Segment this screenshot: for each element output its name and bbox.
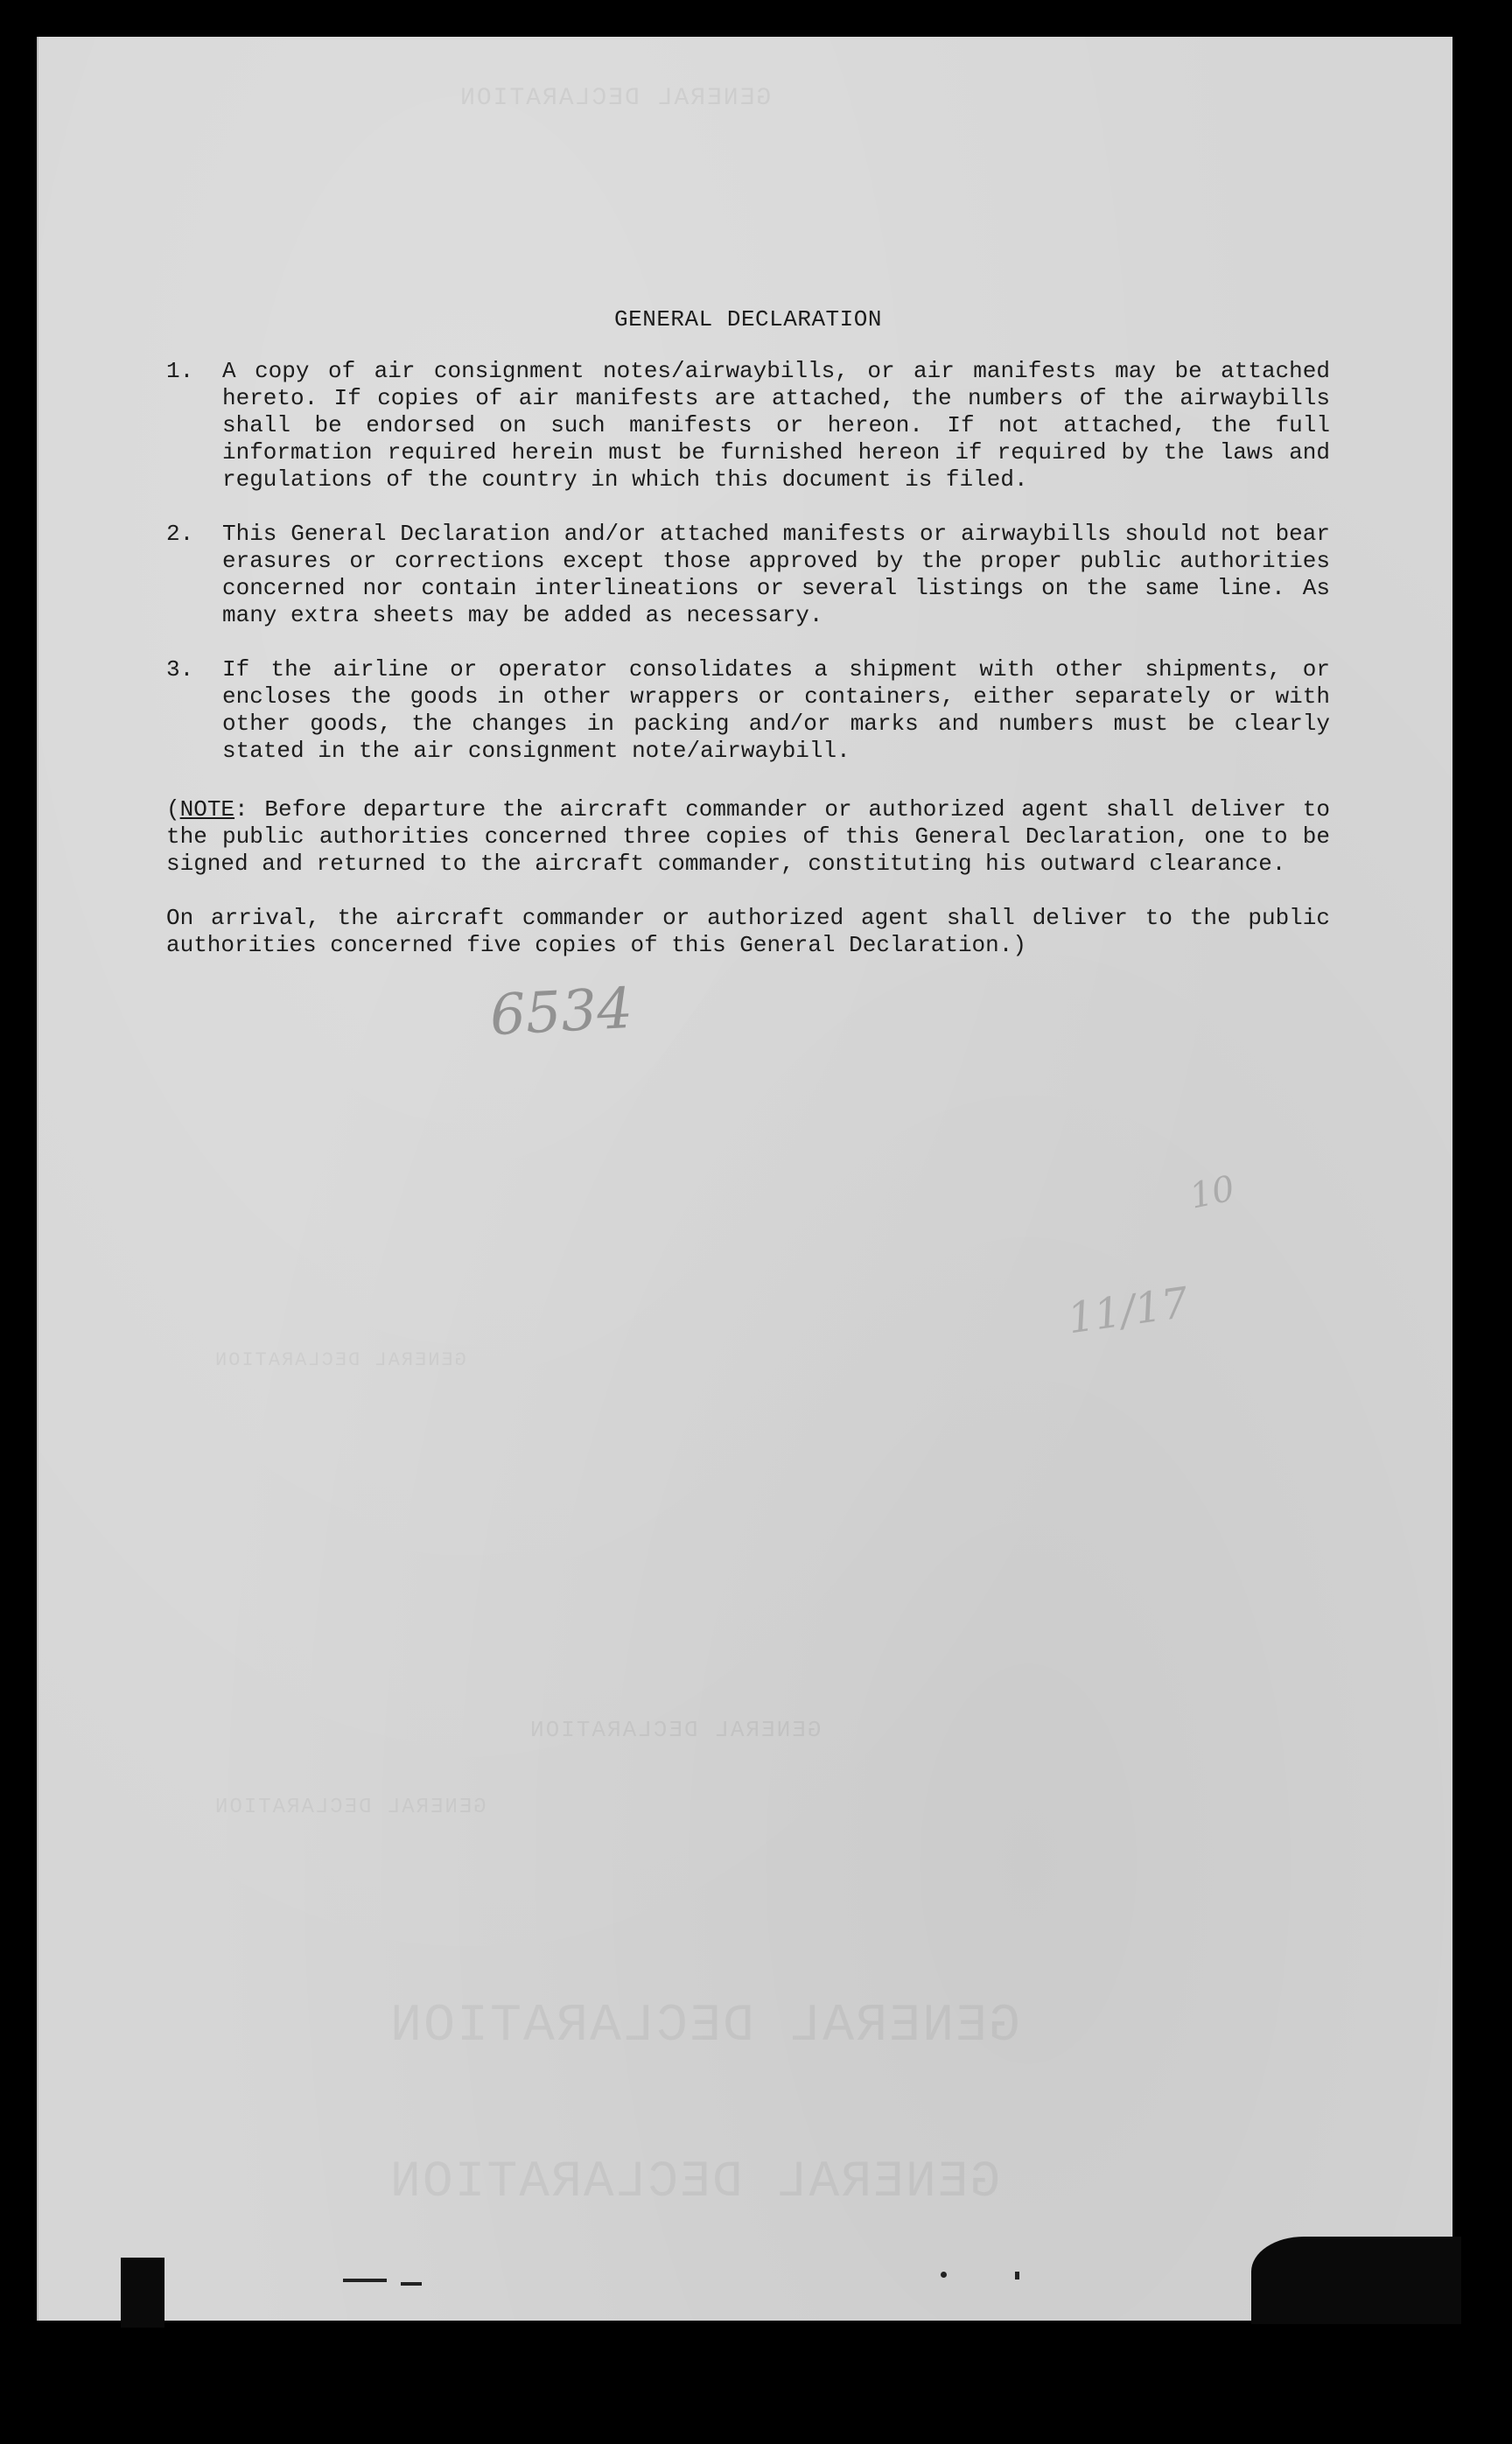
note-colon: : [234,796,248,823]
item-number: 2. [166,521,194,547]
bleed-through-text: GENERAL DECLARATION [388,1997,1021,2056]
scan-speck [941,2272,947,2278]
list-item [166,358,1330,494]
item-text: This General Declaration and/or attached manifests or airwaybills should not bear erasures or corrections except those approved by the proper public authorities concerned nor contain interlineations or several listings on the same line. As many extra sheets may be added as necessary. [222,521,1330,628]
bleed-through-text: GENERAL DECLARATION [528,1717,822,1743]
list-item [166,521,1330,629]
handwritten-mark: 10 [1186,1168,1239,1217]
document-title: GENERAL DECLARATION [614,306,882,333]
bleed-through-text: GENERAL DECLARATION [214,1796,486,1819]
declaration-text [166,306,1330,959]
item-number: 3. [166,656,194,683]
note-label: NOTE [179,796,235,823]
item-text: If the airline or operator consolidates a shipment with other shipments, or encloses the goods in other wrappers or containers, either separately or with other goods, the changes in packing and/or marks and numbers must be clearly stated in the air consignment note/airwaybill. [222,656,1330,764]
note-paragraph-arrival: On arrival, the aircraft commander or authorized agent shall deliver to the public authorities concerned five copies of this General Declaration.) [166,905,1330,958]
scan-speck [343,2279,387,2282]
note-open-paren: ( [166,796,180,823]
tape-mark [1251,2237,1461,2324]
bleed-through-text: GENERAL DECLARATION [388,2154,1001,2211]
handwritten-number: 6534 [488,976,634,1049]
note-text: Before departure the aircraft commander or authorized agent shall deliver to the public authorities concerned three copies of this General Declaration, one to be signed and returned to the aircraft commander, constituting his outward clearance. [166,796,1330,877]
list-item [166,656,1330,765]
bleed-through-text: GENERAL DECLARATION [214,1349,466,1371]
scan-speck [1015,2272,1019,2279]
handwritten-mark: 11/17 [1064,1278,1192,1344]
item-number: 1. [166,358,194,384]
tape-mark [121,2258,164,2328]
scan-speck [401,2282,422,2286]
note-paragraph [166,796,1330,878]
item-text: A copy of air consignment notes/airwaybills, or air manifests may be attached hereto. If copies of air manifests are attached, the numbers of the airwaybills shall be endorsed on such manifests or hereon. If not attached, the full information required herein must be furnished hereon if required by the laws and regulations of the country in which this document is filed. [222,358,1330,493]
bleed-through-text: GENERAL DECLARATION [458,85,772,112]
